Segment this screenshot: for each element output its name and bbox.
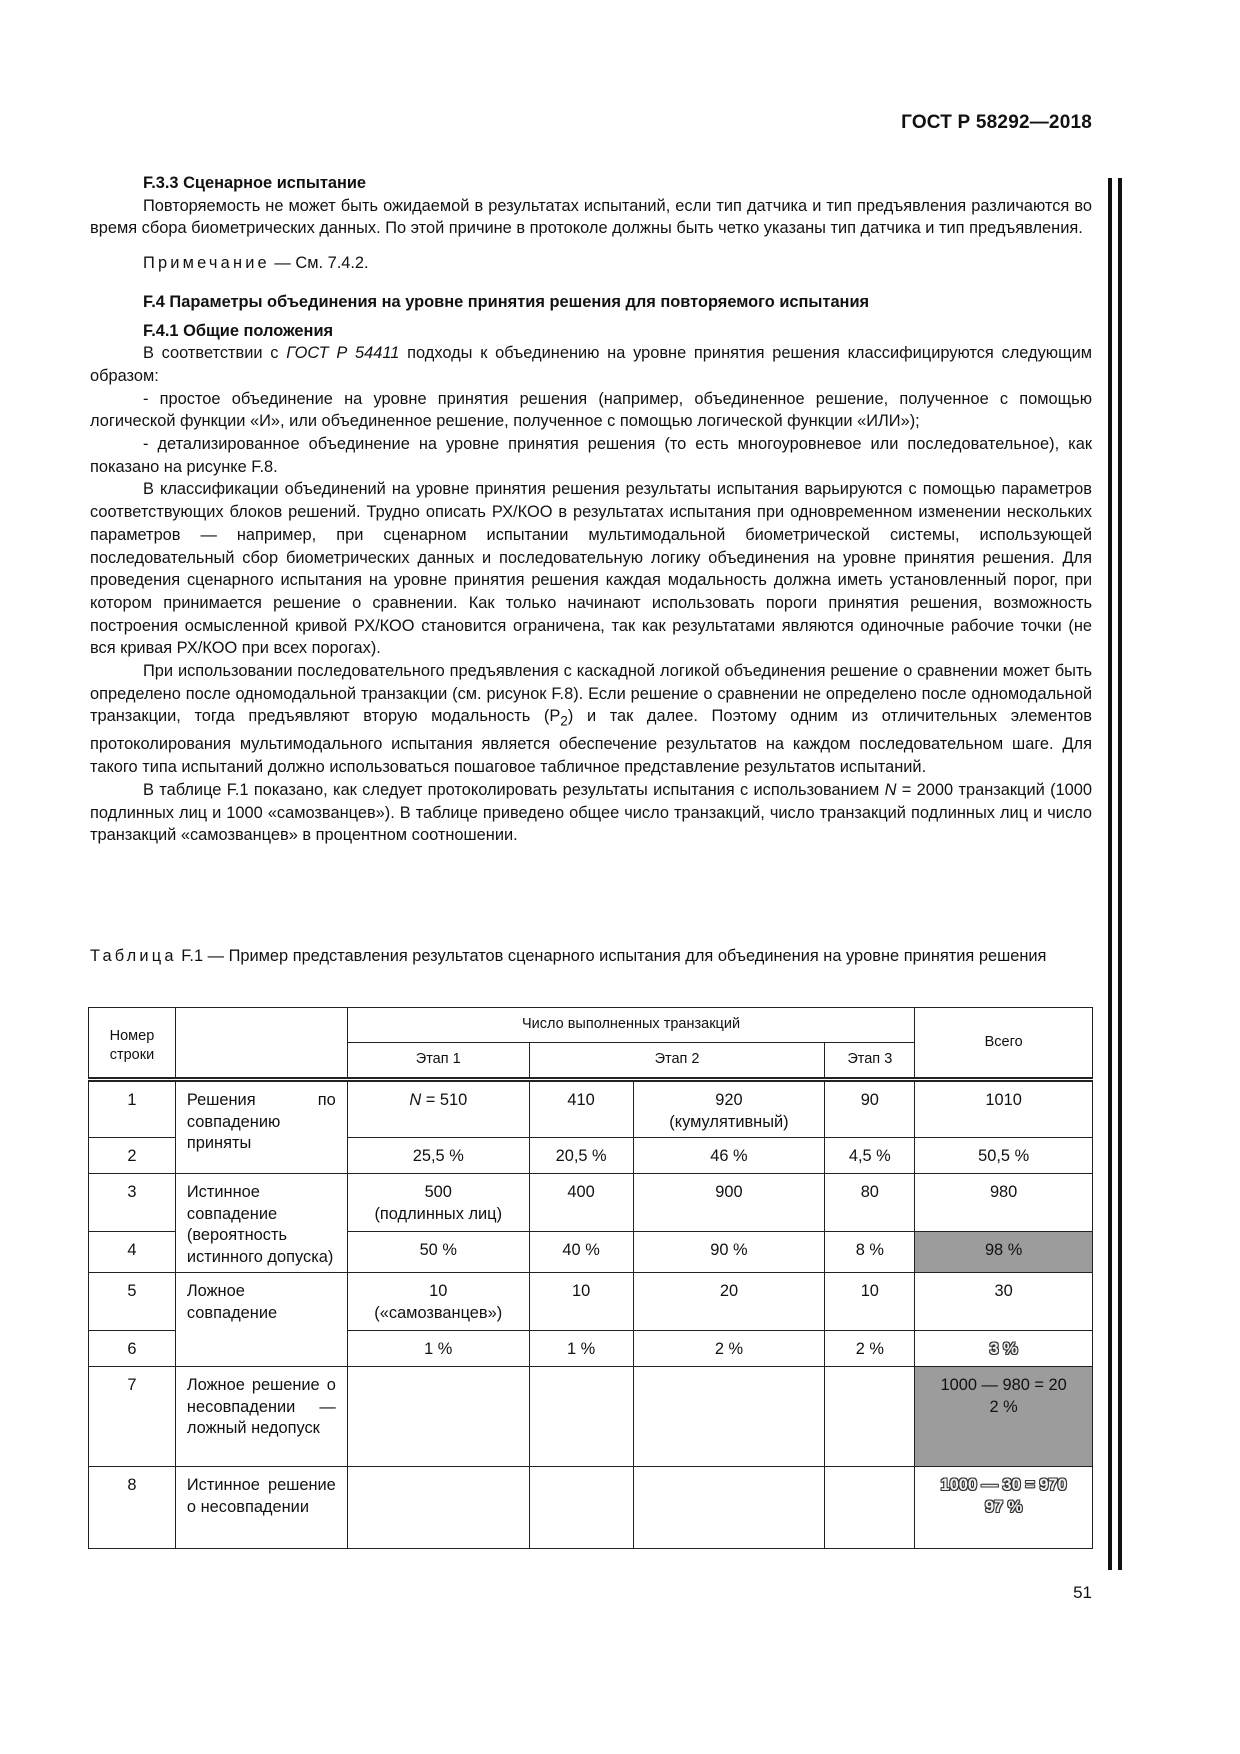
table-row xyxy=(89,1367,1093,1467)
document-code: ГОСТ Р 58292—2018 xyxy=(901,112,1092,133)
cell-stage-3: 80 xyxy=(825,1174,915,1232)
cell-stage-2a: 20,5 % xyxy=(529,1138,633,1174)
paragraph-f33: Повторяемость не может быть ожидаемой в результатах испытаний, если тип датчика и тип предъявления различаются во время сбора биометрических данных. По этой причине в протоколе должны быть четко указаны тип датчика и тип предъявления. xyxy=(90,196,1092,238)
note xyxy=(90,252,1092,275)
cell-stage-2b: 2 % xyxy=(633,1331,825,1367)
cell-stage-1 xyxy=(347,1367,529,1467)
header-total: Всего xyxy=(915,1008,1093,1080)
cell-stage-1 xyxy=(347,1467,529,1549)
section-heading-f4: F.4 Параметры объединения на уровне принятия решения для повторяемого испытания xyxy=(143,292,870,311)
note-label: Примечание xyxy=(143,254,270,273)
row-number: 4 xyxy=(89,1232,176,1273)
cell-stage-1: 500 (подлинных лиц) xyxy=(347,1174,529,1232)
cell-stage-1: 50 % xyxy=(347,1232,529,1273)
paragraph-table-ref: В таблице F.1 показано, как следует протоколировать результаты испытания с использованием N = 2000 транзакций (1000 подлинных лиц и 1000 «самозванцев»). В таблице приведено общее число транзакций, число транзакций подлинных лиц и число транзакций «самозванцев» в процентном соотношении. xyxy=(90,780,1093,845)
section-heading-f41: F.4.1 Общие положения xyxy=(143,321,334,340)
cell-stage-3: 90 xyxy=(825,1080,915,1138)
header-row-number: Номер строки xyxy=(89,1008,176,1080)
revision-bar-right xyxy=(1118,178,1122,1570)
header-transactions: Число выполненных транзакций xyxy=(347,1008,914,1043)
header-stage-3: Этап 3 xyxy=(825,1043,915,1080)
cell-total: 50,5 % xyxy=(915,1138,1093,1174)
cell-total-highlighted: 1000 — 980 = 20 2 % xyxy=(915,1367,1093,1467)
table-row xyxy=(89,1080,1093,1138)
cell-stage-2a xyxy=(529,1367,633,1467)
cell-stage-2a: 40 % xyxy=(529,1232,633,1273)
list-item: - простое объединение на уровне принятия решения (например, объединенное решение, полученное с помощью логической функции «И», или объединенное решение, полученное с помощью логической функции «ИЛИ»); xyxy=(90,389,1092,431)
row-number: 6 xyxy=(89,1331,176,1367)
standard-reference: ГОСТ Р 54411 xyxy=(286,344,400,363)
cell-stage-2b: 900 xyxy=(633,1174,825,1232)
list-item: - детализированное объединение на уровне принятия решения (то есть многоуровневое или последовательное), как показано на рисунке F.8. xyxy=(90,435,1092,476)
table-caption xyxy=(90,945,1092,968)
group-label: Истинное решение о несовпадении xyxy=(175,1467,347,1549)
cell-total-outlined: 3 % xyxy=(915,1331,1093,1367)
group-label: Ложное совпадение xyxy=(175,1273,347,1367)
header-stage-1: Этап 1 xyxy=(347,1043,529,1080)
row-number: 2 xyxy=(89,1138,176,1174)
cell-stage-1: 10 («самозванцев») xyxy=(347,1273,529,1331)
cell-stage-3 xyxy=(825,1467,915,1549)
cell-stage-2b: 920 (кумулятивный) xyxy=(633,1080,825,1138)
cell-stage-3: 2 % xyxy=(825,1331,915,1367)
note-text: — См. 7.4.2. xyxy=(269,254,369,273)
row-number: 8 xyxy=(89,1467,176,1549)
cell-stage-2b: 90 % xyxy=(633,1232,825,1273)
cell-stage-2a: 10 xyxy=(529,1273,633,1331)
cell-stage-2b xyxy=(633,1467,825,1549)
table-caption-text: F.1 — Пример представления результатов сценарного испытания для объединения на уровне принятия решения xyxy=(176,947,1047,965)
cell-total-outlined: 1000 — 30 = 970 97 % xyxy=(915,1467,1093,1549)
table-row xyxy=(89,1174,1093,1232)
header-stage-2: Этап 2 xyxy=(529,1043,825,1080)
row-number: 1 xyxy=(89,1080,176,1138)
document-body xyxy=(90,172,1092,847)
cell-stage-1: 25,5 % xyxy=(347,1138,529,1174)
cell-total: 1010 xyxy=(915,1080,1093,1138)
table-row xyxy=(89,1467,1093,1549)
cell-total-highlighted: 98 % xyxy=(915,1232,1093,1273)
cell-stage-2a xyxy=(529,1467,633,1549)
cell-stage-2a: 410 xyxy=(529,1080,633,1138)
cell-total: 30 xyxy=(915,1273,1093,1331)
cell-total: 980 xyxy=(915,1174,1093,1232)
paragraph-sequential: При использовании последовательного предъявления с каскадной логикой объединения решение о сравнении может быть определено после одномодальной транзакции (см. рисунок F.8). Если решение о сравнении не определено после одномодальной транзакции, тогда предъявляют вторую модальность $(P_2)$ и так далее. Поэтому одним из отличительных элементов протоколирования мультимодального испытания является обеспечение результатов на каждом последовательном шаге. Для такого типа испытаний должно использоваться пошаговое табличное представление результатов испытаний. xyxy=(90,662,1092,777)
cell-stage-3 xyxy=(825,1367,915,1467)
row-number: 5 xyxy=(89,1273,176,1331)
cell-stage-2a: 1 % xyxy=(529,1331,633,1367)
cell-stage-1: 1 % xyxy=(347,1331,529,1367)
group-label: Истинное совпадение (вероятность истинного допуска) xyxy=(175,1174,347,1273)
cell-stage-2b xyxy=(633,1367,825,1467)
row-number: 7 xyxy=(89,1367,176,1467)
section-heading-f33: F.3.3 Сценарное испытание xyxy=(143,174,367,192)
cell-stage-1: N = 510 xyxy=(347,1080,529,1138)
revision-bar-left xyxy=(1108,178,1112,1570)
group-label: Ложное решение о несовпадении — ложный недопуск xyxy=(175,1367,347,1467)
paragraph-intro: В соответствии с ГОСТ Р 54411 подходы к объединению на уровне принятия решения классифицируются следующим образом: xyxy=(90,344,1093,385)
cell-stage-3: 8 % xyxy=(825,1232,915,1273)
cell-stage-2b: 20 xyxy=(633,1273,825,1331)
row-number: 3 xyxy=(89,1174,176,1232)
header-empty xyxy=(175,1008,347,1080)
page-number: 51 xyxy=(1073,1583,1092,1602)
cell-stage-2a: 400 xyxy=(529,1174,633,1232)
cell-stage-3: 4,5 % xyxy=(825,1138,915,1174)
cell-stage-2b: 46 % xyxy=(633,1138,825,1174)
group-label: Решения по совпадению приняты xyxy=(175,1080,347,1174)
cell-stage-3: 10 xyxy=(825,1273,915,1331)
table-caption-label: Таблица xyxy=(90,947,177,965)
results-table xyxy=(88,1007,1093,1549)
table-row xyxy=(89,1273,1093,1331)
paragraph-classification: В классификации объединений на уровне принятия решения результаты испытания варьируются с помощью параметров соответствующих блоков решений. Трудно описать РХ/КОО в результатах испытания при одновременном изменении нескольких параметров — например, при сценарном испытании мультимодальной биометрической системы, использующей последовательный сбор биометрических данных и последовательную логику объединения на уровне принятия решения. Для проведения сценарного испытания на уровне принятия решения каждая модальность должна иметь установленный порог, при котором принимается решение о сравнении. Как только начинают использовать пороги принятия решения, возможность построения осмысленной кривой РХ/КОО становится ограничена, так как результатами являются одиночные рабочие точки (не вся кривая РХ/КОО при всех порогах). xyxy=(90,480,1092,658)
